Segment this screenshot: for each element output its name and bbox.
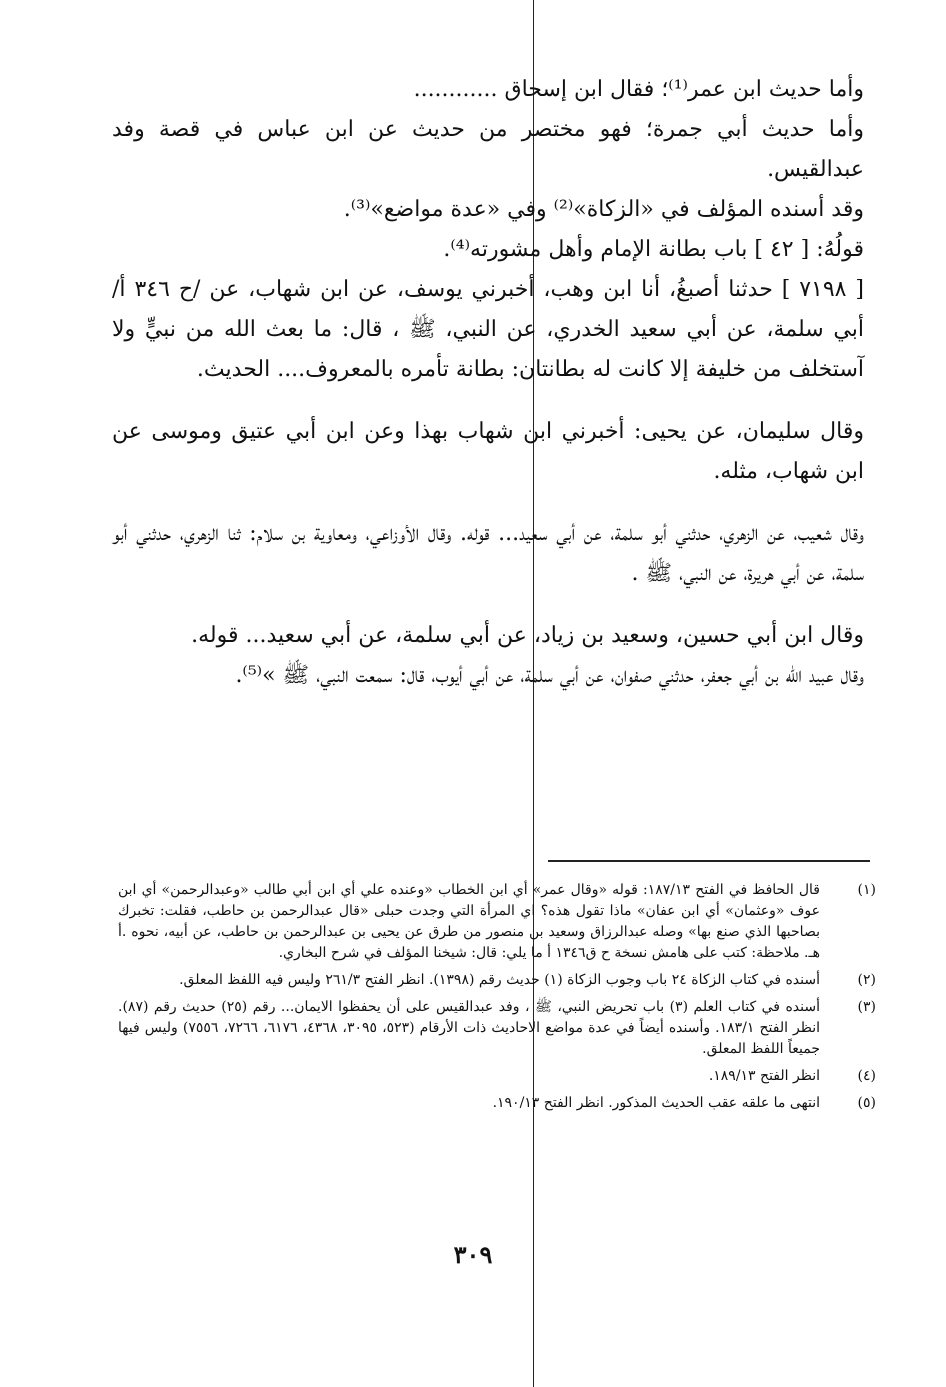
footnote-number: (٥) (857, 1095, 876, 1111)
footnote-text: انتهى ما علقه عقب الحديث المذكور. انظر الفتح ١٩٠/١٣. (492, 1095, 820, 1111)
footnote-5 (118, 1093, 876, 1114)
footnote-number: (١) (857, 882, 876, 898)
footnote-number: (٤) (857, 1068, 876, 1084)
paragraph-ubaydullah: وقال عبيد الله بن أبي جعفر، حدثني صفوان، عن أبي سلمة، عن أبي أيوب، قال: سمعت النبي، ﷺ »⁽⁵⁾. (235, 663, 864, 688)
paragraph-abu-jamra: وأما حديث أبي جمرة؛ فهو مختصر من حديث عن ابن عباس في قصة وفد عبدالقيس. (112, 117, 864, 182)
footnote-4 (118, 1066, 876, 1087)
chapter-heading: قولُهُ: [ ٤٢ ] باب بطانة الإمام وأهل مشورته⁽⁴⁾. (443, 237, 864, 262)
paragraph-ibn-umar: وأما حديث ابن عمر⁽¹⁾؛ فقال ابن إسحاق ............ (413, 77, 864, 102)
paragraph-asnadahu: وقد أسنده المؤلف في «الزكاة»⁽²⁾ وفي «عدة مواضع»⁽³⁾. (343, 197, 864, 222)
main-text (112, 70, 864, 696)
footnote-separator (548, 860, 870, 862)
page-number: ٣٠٩ (453, 1240, 493, 1269)
paragraph-ibn-abi-husayn: وقال ابن أبي حسين، وسعيد بن زياد، عن أبي سلمة، عن أبي سعيد... قوله. (191, 623, 864, 648)
footnote-text: انظر الفتح ١٨٩/١٣. (708, 1068, 820, 1084)
footnote-2 (118, 970, 876, 991)
footnote-1 (118, 880, 876, 964)
paragraph-sulayman: وقال سليمان، عن يحيى: أخبرني ابن شهاب بهذا وعن ابن أبي عتيق وموسى عن ابن شهاب، مثله. (112, 419, 864, 484)
hadith-7198: [ ٧١٩٨ ] حدثنا أصبغُ، أنا ابن وهب، أخبرني يوسف، عن ابن شهاب، عن /ح ٣٤٦ أ/ أبي سلمة، عن أبي سعيد الخدري، عن النبي، ﷺ ، قال: ما بعث الله من نبيٍّ ولا آستخلف من خليفة إلا كانت له بطانتان: بطانة تأمره بالمعروف.... الحديث. (112, 277, 865, 382)
footnote-3 (118, 997, 876, 1060)
footnotes (118, 880, 876, 1120)
footnote-text: أسنده في كتاب الزكاة ٢٤ باب وجوب الزكاة (١) حديث رقم (١٣٩٨). انظر الفتح ٢٦١/٣ وليس فيه اللفظ المعلق. (179, 972, 820, 988)
footnote-text: أسنده في كتاب العلم (٣) باب تحريض النبي، ﷺ ، وفد عبدالقيس على أن يحفظوا الايمان... رقم (٢٥) حديث رقم (٨٧). انظر الفتح ١٨٣/١. وأسنده أيضاً في عدة مواضع الاحاديث ذات الأرقام (٥٢٣، ٣٠٩٥، ٤٣٦٨، ٦١٧٦، ٧٢٦٦، ٧٥٥٦) وليس فيها جميعاً اللفظ المعلق. (118, 999, 821, 1057)
footnote-number: (٣) (857, 999, 876, 1015)
footnote-number: (٢) (857, 972, 876, 988)
ellipsis-dots: ............ (413, 77, 498, 102)
paragraph-shuayb: وقال شعيب، عن الزهري، حدثني أبو سلمة، عن أبي سعيد... قوله. وقال الأوزاعي، ومعاوية بن سلام: ثنا الزهري، حدثني أبو سلمة، عن أبي هريرة، عن النبي، ﷺ . (112, 521, 864, 586)
footnote-text: قال الحافظ في الفتح ١٨٧/١٣: قوله «وقال عمر» أي ابن الخطاب «وعنده علي أي ابن أبي طالب «وعبدالرحمن» أي ابن عوف «وعثمان» أي ابن عفان» ماذا تقول هذه؟ اي المرأة التي وجدت حبلى «قال عبدالرحمن بن حاطب، فقلت: تخبرك بصاحبها الذي صنع بها» وصله عبدالرزاق وسعيد بن منصور من طرق عن يحيى بن عبدالرحمن بن حاطب، عن أبيه، نحوه .أ هـ. ملاحظة: كتب على هامش نسخة ح ق١٣٤٦ أ ما يلي: قال: شيخنا المؤلف في شرح البخاري. (118, 882, 820, 961)
